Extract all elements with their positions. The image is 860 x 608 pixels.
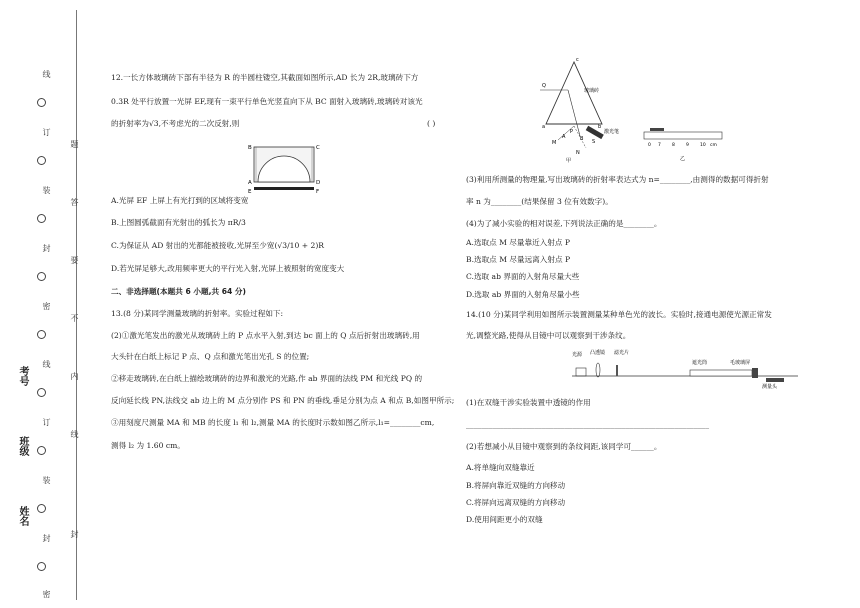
label-yi: 乙 xyxy=(680,156,686,162)
field-class: 班级 xyxy=(17,436,28,456)
q12-stem-3: 的折射率为√3,不考虑光的二次反射,则 xyxy=(111,119,240,128)
binding-hole-icon xyxy=(37,272,46,281)
binding-hole-icon xyxy=(37,562,46,571)
label-screen: 毛玻璃屏 xyxy=(730,360,751,366)
q13-figure xyxy=(540,56,730,164)
q13-q3-line2: 率 n 为________(结果保留 3 位有效数字)。 xyxy=(466,197,613,206)
label-A: A xyxy=(248,180,252,186)
q12-stem-2: 0.3R 处平行放置一光屏 EF,现有一束平行单色光竖直向下从 BC 面射入玻璃砖,玻璃砖对该光 xyxy=(111,97,423,106)
ruler-tick-0: 0 xyxy=(648,143,651,148)
binding-hole-icon xyxy=(37,214,46,223)
q12-figure xyxy=(240,138,330,194)
q14-q1-answer-line: ________________________________________________________________ xyxy=(466,420,709,429)
binding-inner-char: 内 xyxy=(70,372,79,380)
q14-option-b: B.将屏向靠近双缝的方向移动 xyxy=(466,481,566,490)
q14-option-a: A.将单缝向双缝靠近 xyxy=(466,463,535,472)
ruler-unit: cm xyxy=(710,143,717,148)
ruler-tick-7: 7 xyxy=(658,143,661,148)
label-b: b xyxy=(598,124,602,130)
label-C: C xyxy=(316,145,320,151)
label-a: a xyxy=(542,124,546,130)
ruler-tick-8: 8 xyxy=(672,143,675,148)
binding-hole-icon xyxy=(37,446,46,455)
binding-char: 装 xyxy=(42,476,51,484)
binding-hole-icon xyxy=(37,98,46,107)
label-source: 光源 xyxy=(572,352,583,358)
label-B-pt: B xyxy=(580,136,584,142)
q13-step1-line2: 大头针在白纸上标记 P 点、Q 点和激光笔出光孔 S 的位置; xyxy=(111,352,310,361)
binding-hole-icon xyxy=(37,156,46,165)
binding-inner-char: 线 xyxy=(70,430,79,438)
binding-inner-char: 不 xyxy=(70,314,79,322)
q14-q2: (2)若想减小从目镜中观察到的条纹间距,该同学可______。 xyxy=(466,442,662,451)
ruler-tick-10: 10 xyxy=(700,143,706,148)
binding-inner-char: 封 xyxy=(70,530,79,538)
q14-stem-1: 14.(10 分)某同学利用如图所示装置测量某种单色光的波长。实验时,接通电源使光源正常发 xyxy=(466,310,772,319)
q13-q4: (4)为了减小实验的相对误差,下列说法正确的是________。 xyxy=(466,219,662,228)
label-tube: 遮光筒 xyxy=(692,360,708,366)
binding-inner-char: 答 xyxy=(70,198,79,206)
label-P: P xyxy=(570,129,574,135)
binding-char: 密 xyxy=(42,302,51,310)
label-filter: 滤光片 xyxy=(614,350,630,356)
q13-step2-line2: 反向延长线 PN,法线交 ab 边上的 M 点分别作 PS 和 PN 的垂线,垂足分别为点 A 和点 B,如图甲所示; xyxy=(111,396,455,405)
q13-q4-option-d: D.选取 ab 界面的入射角尽量小些 xyxy=(466,290,580,299)
binding-char: 订 xyxy=(42,418,51,426)
q14-option-d: D.使用间距更小的双缝 xyxy=(466,515,543,524)
field-name: 姓名 xyxy=(17,506,28,526)
q14-apparatus-figure xyxy=(570,346,800,390)
label-D: D xyxy=(316,180,321,186)
filter-shape xyxy=(616,365,618,376)
section-2-heading: 二、非选择题(本题共 6 小题,共 64 分) xyxy=(111,287,246,296)
binding-hole-icon xyxy=(37,388,46,397)
q12-answer-paren: ( ) xyxy=(427,119,436,128)
q14-stem-2: 光,调整光路,使得从目镜中可以观察到干涉条纹。 xyxy=(466,331,631,340)
q12-option-b: B.上图圆弧截面有光射出的弧长为 πR/3 xyxy=(111,218,246,227)
label-N: N xyxy=(576,150,580,156)
label-B: B xyxy=(248,145,252,151)
q13-step1-line1: (2)①激光笔发出的激光从玻璃砖上的 P 点水平入射,到达 bc 面上的 Q 点后折射出玻璃砖,用 xyxy=(111,331,420,340)
label-jia: 甲 xyxy=(566,158,572,164)
binding-char: 封 xyxy=(42,534,51,542)
binding-inner-char: 题 xyxy=(70,140,79,148)
q13-q3-line1: (3)利用所测量的物理量,写出玻璃砖的折射率表达式为 n=________,由测得的数据可得折射 xyxy=(466,175,769,184)
q14-q1: (1)在双缝干涉实验装置中透镜的作用 xyxy=(466,398,591,407)
label-E: E xyxy=(248,189,252,194)
label-Q: Q xyxy=(542,83,546,89)
binding-char: 封 xyxy=(42,244,51,252)
screen-EF xyxy=(254,187,314,190)
binding-char: 线 xyxy=(42,360,51,368)
q13-step3-line2: 测得 l₂ 为 1.60 cm。 xyxy=(111,441,185,450)
q13-stem: 13.(8 分)某同学测量玻璃的折射率。实验过程如下: xyxy=(111,309,284,318)
binding-hole-icon xyxy=(37,330,46,339)
label-c: c xyxy=(576,57,579,63)
label-head: 测量头 xyxy=(762,384,778,390)
label-lens: 凸透镜 xyxy=(590,350,606,356)
q12-option-a: A.光屏 EF 上屏上有光打到的区域将变宽 xyxy=(111,196,249,205)
light-source-shape xyxy=(576,368,586,376)
q13-step3-line1: ③用刻度尺测量 MA 和 MB 的长度 l₁ 和 l₂,测量 MA 的长度时示数如图乙所示,l₁=________cm, xyxy=(111,418,435,427)
q12-option-d: D.若光屏足够大,改用频率更大的平行光入射,光屏上被照射的宽度变大 xyxy=(111,264,345,273)
label-A-pt: A xyxy=(562,134,566,140)
q13-q4-option-c: C.选取 ab 界面的入射角尽量大些 xyxy=(466,272,580,281)
binding-char: 密 xyxy=(42,590,51,598)
binding-line xyxy=(76,10,77,600)
q13-step2-line1: ②移走玻璃砖,在白纸上描绘玻璃砖的边界和激光的光路,作 ab 界面的法线 PM 和光线 PQ 的 xyxy=(111,374,423,383)
q13-q4-option-a: A.选取点 M 尽量靠近入射点 P xyxy=(466,238,570,247)
binding-hole-icon xyxy=(37,504,46,513)
binding-char: 线 xyxy=(42,70,51,78)
convex-lens-shape xyxy=(596,363,600,377)
label-F: F xyxy=(316,189,320,194)
binding-char: 装 xyxy=(42,186,51,194)
tube-shape xyxy=(690,370,752,376)
q13-q4-option-b: B.选取点 M 尽量远离入射点 P xyxy=(466,255,571,264)
ruler-tick-9: 9 xyxy=(686,143,689,148)
binding-inner-char: 要 xyxy=(70,256,79,264)
label-laser: 激光笔 xyxy=(604,129,620,135)
q12-option-c: C.为保证从 AD 射出的光都能被接收,光屏至少宽(√3/10 + 2)R xyxy=(111,241,325,250)
q12-stem-1: 12.一长方体玻璃砖下部有半径为 R 的半圆柱镂空,其截面如图所示,AD 长为 2R,玻璃砖下方 xyxy=(111,73,419,82)
label-S: S xyxy=(592,139,596,145)
field-exam-no: 考号 xyxy=(17,366,28,386)
ruler xyxy=(644,132,722,139)
binding-char: 订 xyxy=(42,128,51,136)
label-glass: 玻璃砖 xyxy=(584,88,600,94)
q14-option-c: C.将屏向远离双缝的方向移动 xyxy=(466,498,566,507)
label-M: M xyxy=(552,140,557,146)
